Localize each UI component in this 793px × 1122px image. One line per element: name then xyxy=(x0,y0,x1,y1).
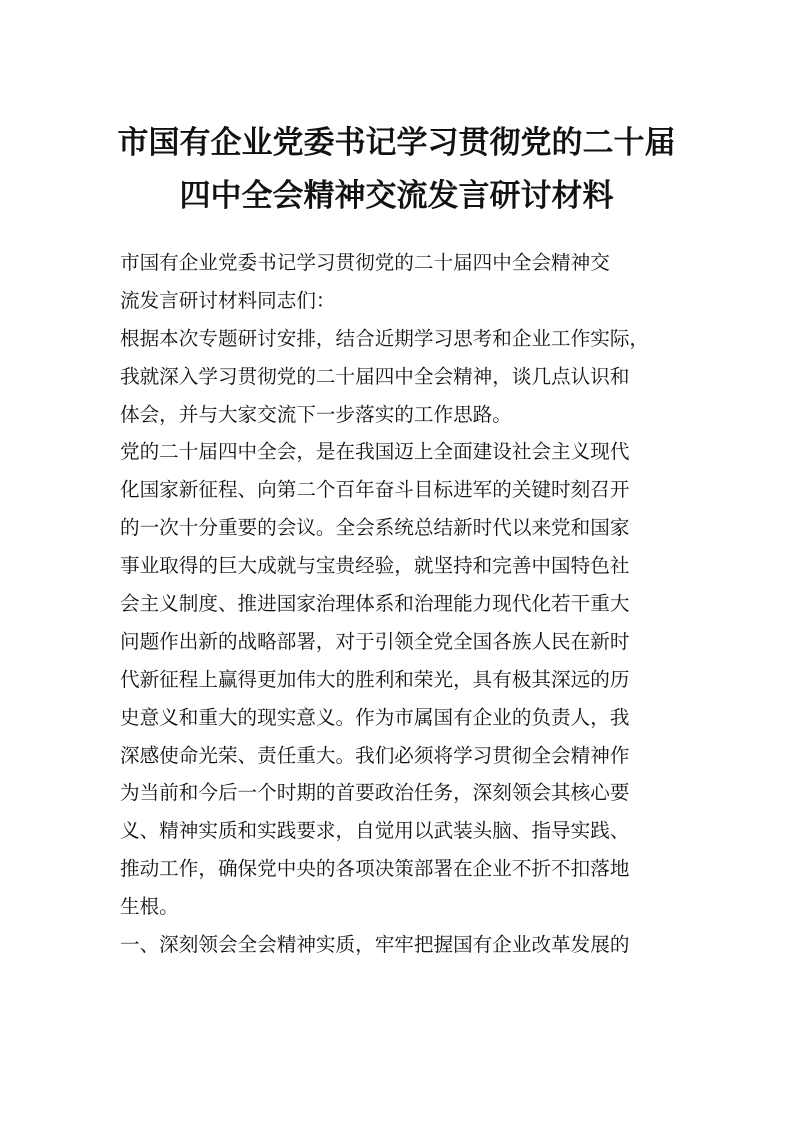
body-line: 我就深入学习贯彻党的二十届四中全会精神，谈几点认识和 xyxy=(120,364,630,388)
body-line: 根据本次专题研讨安排，结合近期学习思考和企业工作实际， xyxy=(120,326,650,350)
body-line: 流发言研讨材料同志们： xyxy=(120,288,336,312)
body-line: 史意义和重大的现实意义。作为市属国有企业的负责人，我 xyxy=(120,705,630,729)
body-line: 党的二十届四中全会，是在我国迈上全面建设社会主义现代 xyxy=(120,440,630,464)
body-line: 市国有企业党委书记学习贯彻党的二十届四中全会精神交 xyxy=(120,251,610,274)
body-line: 体会，并与大家交流下一步落实的工作思路。 xyxy=(120,402,512,426)
body-line: 问题作出新的战略部署，对于引领全党全国各族人民在新时 xyxy=(120,629,630,653)
document-title-line-2: 四中全会精神交流发言研讨材料 xyxy=(179,178,614,214)
body-line: 生根。 xyxy=(120,895,179,919)
body-line: 一、深刻领会全会精神实质，牢牢把握国有企业改革发展的 xyxy=(120,933,630,957)
document-title-line-1: 市国有企业党委书记学习贯彻党的二十届 xyxy=(117,125,676,161)
body-line: 化国家新征程、向第二个百年奋斗目标进军的关键时刻召开 xyxy=(120,478,630,502)
body-line: 会主义制度、推进国家治理体系和治理能力现代化若干重大 xyxy=(120,592,630,616)
body-line: 的一次十分重要的会议。全会系统总结新时代以来党和国家 xyxy=(120,516,630,540)
body-line: 推动工作，确保党中央的各项决策部署在企业不折不扣落地 xyxy=(120,857,630,881)
body-line: 义、精神实质和实践要求，自觉用以武装头脑、指导实践、 xyxy=(120,819,630,843)
body-line: 事业取得的巨大成就与宝贵经验，就坚持和完善中国特色社 xyxy=(120,554,630,578)
body-line: 代新征程上赢得更加伟大的胜利和荣光，具有极其深远的历 xyxy=(120,667,630,691)
body-line: 深感使命光荣、责任重大。我们必须将学习贯彻全会精神作 xyxy=(120,743,630,767)
body-line: 为当前和今后一个时期的首要政治任务，深刻领会其核心要 xyxy=(120,781,630,805)
document-body xyxy=(120,244,680,964)
